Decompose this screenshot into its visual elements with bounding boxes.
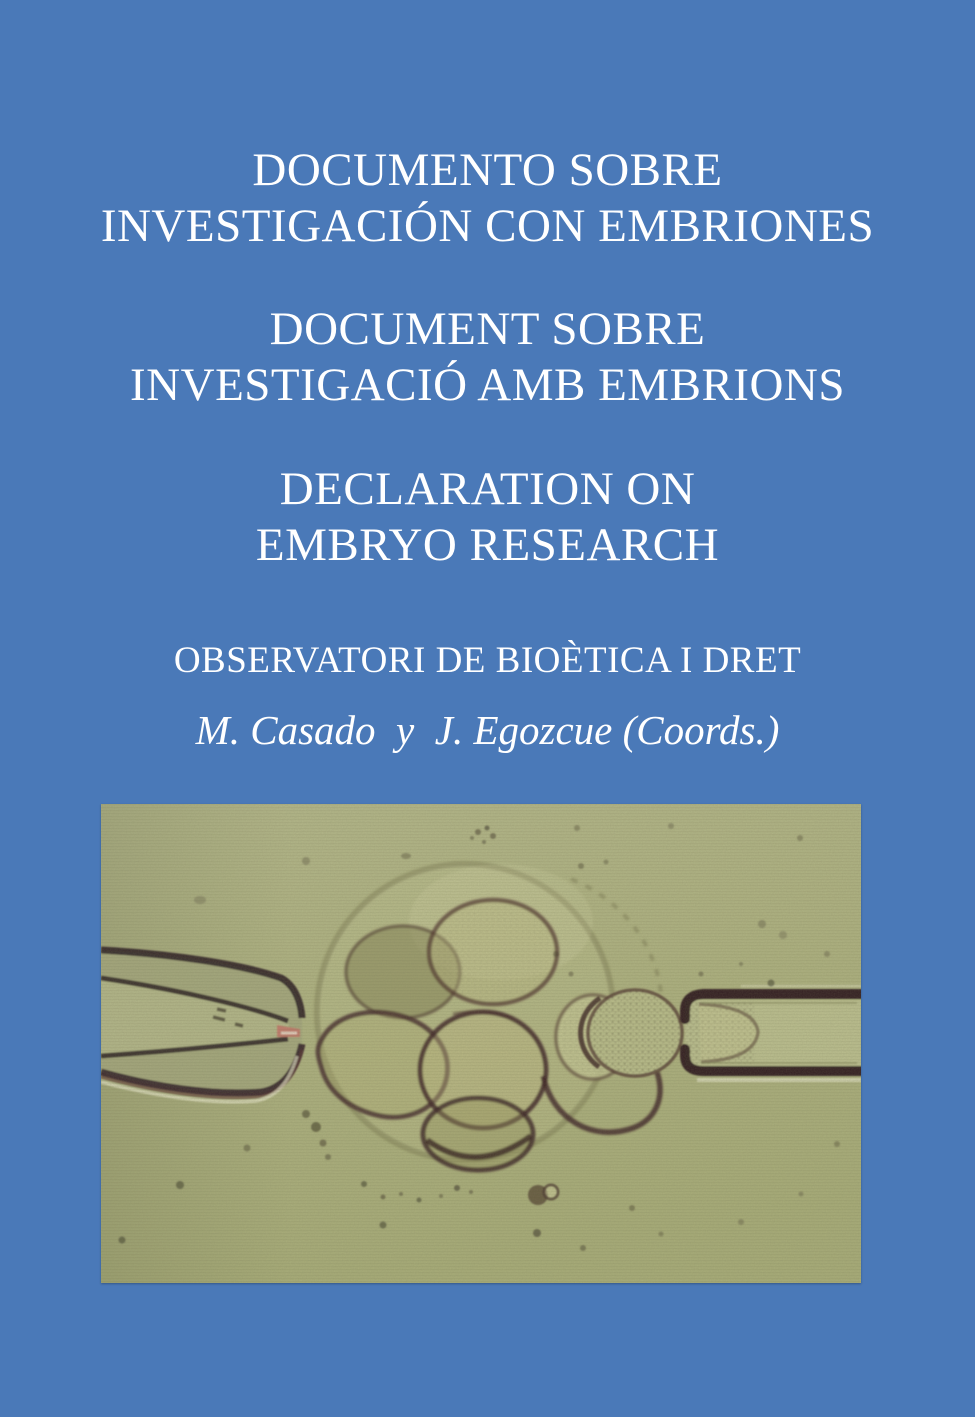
title-line: DOCUMENT SOBRE	[269, 303, 706, 355]
publisher-name: OBSERVATORI DE BIOÈTICA I DRET	[173, 640, 802, 681]
title-catalan	[0, 301, 975, 413]
title-line: INVESTIGACIÓN CON EMBRIONES	[100, 200, 875, 252]
title-line: EMBRYO RESEARCH	[255, 519, 720, 571]
coordinators-line: M. Casado y J. Egozcue (Coords.)	[195, 707, 780, 753]
title-line: INVESTIGACIÓ AMB EMBRIONS	[130, 359, 845, 411]
title-line: DECLARATION ON	[279, 463, 696, 515]
title-line: DOCUMENTO SOBRE	[252, 144, 723, 196]
film-grain	[101, 804, 861, 1283]
embryo-micrograph	[101, 804, 861, 1283]
embryo-micrograph-figure	[101, 804, 861, 1283]
title-spanish	[0, 142, 975, 254]
title-english	[0, 461, 975, 573]
